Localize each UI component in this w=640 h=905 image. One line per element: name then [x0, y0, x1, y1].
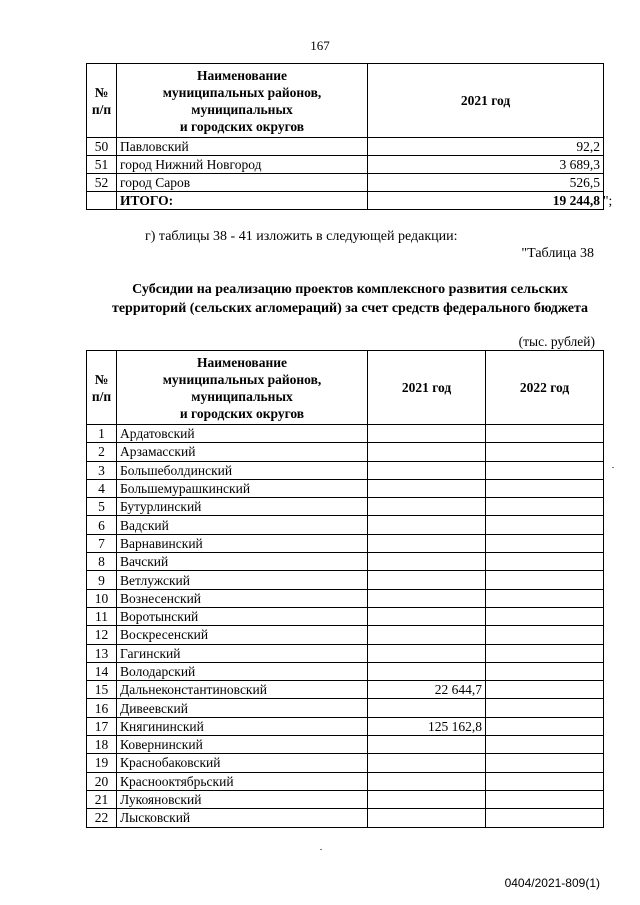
row-number: 5 [87, 498, 117, 516]
table-row [87, 516, 604, 534]
table-row [87, 607, 604, 625]
row-value-2022 [486, 717, 604, 735]
table-row [87, 461, 604, 479]
row-number: 16 [87, 699, 117, 717]
row-name: Павловский [117, 138, 368, 156]
table-row [87, 681, 604, 699]
row-value-2022 [486, 498, 604, 516]
row-number: 52 [87, 174, 117, 192]
row-value-2022 [486, 662, 604, 680]
row-value-2021 [368, 699, 486, 717]
row-value-2022 [486, 626, 604, 644]
table-row [87, 662, 604, 680]
table-row [87, 644, 604, 662]
row-value-2022 [486, 443, 604, 461]
row-name: Варнавинский [117, 534, 368, 552]
row-value-2022 [486, 553, 604, 571]
row-value-2022 [486, 534, 604, 552]
row-value-2022 [486, 790, 604, 808]
table-row [87, 754, 604, 772]
row-value-2021 [368, 772, 486, 790]
row-value-2021 [368, 809, 486, 827]
row-number: 21 [87, 790, 117, 808]
row-number: 17 [87, 717, 117, 735]
row-value-2021 [368, 516, 486, 534]
row-number: 51 [87, 156, 117, 174]
table-row [87, 626, 604, 644]
row-name: Вадский [117, 516, 368, 534]
table-row [87, 736, 604, 754]
row-number: 12 [87, 626, 117, 644]
row-number: 10 [87, 589, 117, 607]
table-title: Субсидии на реализацию проектов комплексного развития сельских территорий (сельских агломераций) за счет средств федерального бюджета [111, 282, 589, 316]
row-number: 14 [87, 662, 117, 680]
row-number: 6 [87, 516, 117, 534]
row-value-2022 [486, 681, 604, 699]
row-value-2021 [368, 443, 486, 461]
row-name: Ардатовский [117, 425, 368, 443]
row-name: город Саров [117, 174, 368, 192]
table-row [87, 699, 604, 717]
row-number: 19 [87, 754, 117, 772]
header-name: Наименование муниципальных районов, муниципальных и городских округов [117, 64, 368, 138]
row-value-2022 [486, 772, 604, 790]
header-2021: 2021 год [368, 64, 604, 138]
row-number: 1 [87, 425, 117, 443]
row-value-2022 [486, 699, 604, 717]
table-row [87, 553, 604, 571]
table-row [87, 589, 604, 607]
row-name: Ветлужский [117, 571, 368, 589]
row-name: Дивеевский [117, 699, 368, 717]
total-num-empty [87, 192, 117, 210]
table-label: "Таблица 38 [521, 246, 594, 261]
row-value-2022 [486, 425, 604, 443]
row-name: Вознесенский [117, 589, 368, 607]
row-number: 2 [87, 443, 117, 461]
table-2-body [87, 425, 604, 828]
row-value-2022 [486, 571, 604, 589]
header-num: № п/п [87, 351, 117, 425]
table-row [87, 809, 604, 827]
row-name: Большеболдинский [117, 461, 368, 479]
row-value-2021 [368, 571, 486, 589]
row-value-2021: 22 644,7 [368, 681, 486, 699]
row-name: город Нижний Новгород [117, 156, 368, 174]
table-1 [86, 63, 604, 210]
table-row [87, 138, 604, 156]
row-value-2022 [486, 461, 604, 479]
scan-speck [612, 467, 614, 468]
row-value-2022 [486, 809, 604, 827]
total-row [87, 192, 604, 210]
total-label: ИТОГО: [117, 192, 368, 210]
table-row [87, 174, 604, 192]
row-value-2021 [368, 461, 486, 479]
row-number: 3 [87, 461, 117, 479]
row-value-2022 [486, 516, 604, 534]
row-value-2022 [486, 644, 604, 662]
row-name: Княгининский [117, 717, 368, 735]
row-value-2022 [486, 736, 604, 754]
row-number: 15 [87, 681, 117, 699]
document-code: 0404/2021-809(1) [504, 876, 600, 890]
table-row [87, 443, 604, 461]
row-value-2021 [368, 790, 486, 808]
row-name: Краснобаковский [117, 754, 368, 772]
row-value-2021 [368, 534, 486, 552]
row-number: 13 [87, 644, 117, 662]
row-value-2021: 125 162,8 [368, 717, 486, 735]
row-value-2022 [486, 754, 604, 772]
row-name: Воскресенский [117, 626, 368, 644]
total-value-2021: 19 244,8 [368, 192, 604, 210]
row-value-2021: 526,5 [368, 174, 604, 192]
row-number: 22 [87, 809, 117, 827]
units-label: (тыс. рублей) [518, 334, 595, 349]
row-number: 9 [87, 571, 117, 589]
table-row [87, 772, 604, 790]
row-value-2021 [368, 498, 486, 516]
row-name: Арзамасский [117, 443, 368, 461]
row-name: Краснооктябрьский [117, 772, 368, 790]
header-num: № п/п [87, 64, 117, 138]
row-value-2021 [368, 662, 486, 680]
row-number: 50 [87, 138, 117, 156]
row-name: Бутурлинский [117, 498, 368, 516]
header-2021: 2021 год [368, 351, 486, 425]
row-number: 4 [87, 479, 117, 497]
table-1-body [87, 138, 604, 210]
row-value-2021 [368, 644, 486, 662]
row-number: 20 [87, 772, 117, 790]
row-name: Володарский [117, 662, 368, 680]
row-value-2021 [368, 626, 486, 644]
row-name: Воротынский [117, 607, 368, 625]
row-name: Лысковский [117, 809, 368, 827]
instruction-text: г) таблицы 38 - 41 изложить в следующей редакции: [145, 229, 458, 244]
row-name: Ковернинский [117, 736, 368, 754]
row-value-2021 [368, 607, 486, 625]
table-row [87, 498, 604, 516]
row-name: Лукояновский [117, 790, 368, 808]
row-value-2021 [368, 754, 486, 772]
row-name: Большемурашкинский [117, 479, 368, 497]
row-number: 11 [87, 607, 117, 625]
scan-speck [320, 849, 322, 850]
row-value-2021 [368, 736, 486, 754]
closing-quote: "; [603, 193, 613, 208]
row-value-2022 [486, 589, 604, 607]
row-value-2021 [368, 589, 486, 607]
row-number: 7 [87, 534, 117, 552]
table-row [87, 479, 604, 497]
header-name: Наименование муниципальных районов, муниципальных и городских округов [117, 351, 368, 425]
row-name: Гагинский [117, 644, 368, 662]
row-value-2022 [486, 607, 604, 625]
table-row [87, 156, 604, 174]
row-value-2021 [368, 553, 486, 571]
row-value-2022 [486, 479, 604, 497]
row-name: Дальнеконстантиновский [117, 681, 368, 699]
row-value-2021 [368, 425, 486, 443]
row-value-2021: 3 689,3 [368, 156, 604, 174]
row-value-2021: 92,2 [368, 138, 604, 156]
table-row [87, 790, 604, 808]
table-row [87, 717, 604, 735]
row-number: 8 [87, 553, 117, 571]
table-row [87, 571, 604, 589]
table-row [87, 534, 604, 552]
row-value-2021 [368, 479, 486, 497]
row-name: Вачский [117, 553, 368, 571]
table-2 [86, 350, 604, 828]
page-number: 167 [310, 38, 330, 53]
table-row [87, 425, 604, 443]
row-number: 18 [87, 736, 117, 754]
header-2022: 2022 год [486, 351, 604, 425]
